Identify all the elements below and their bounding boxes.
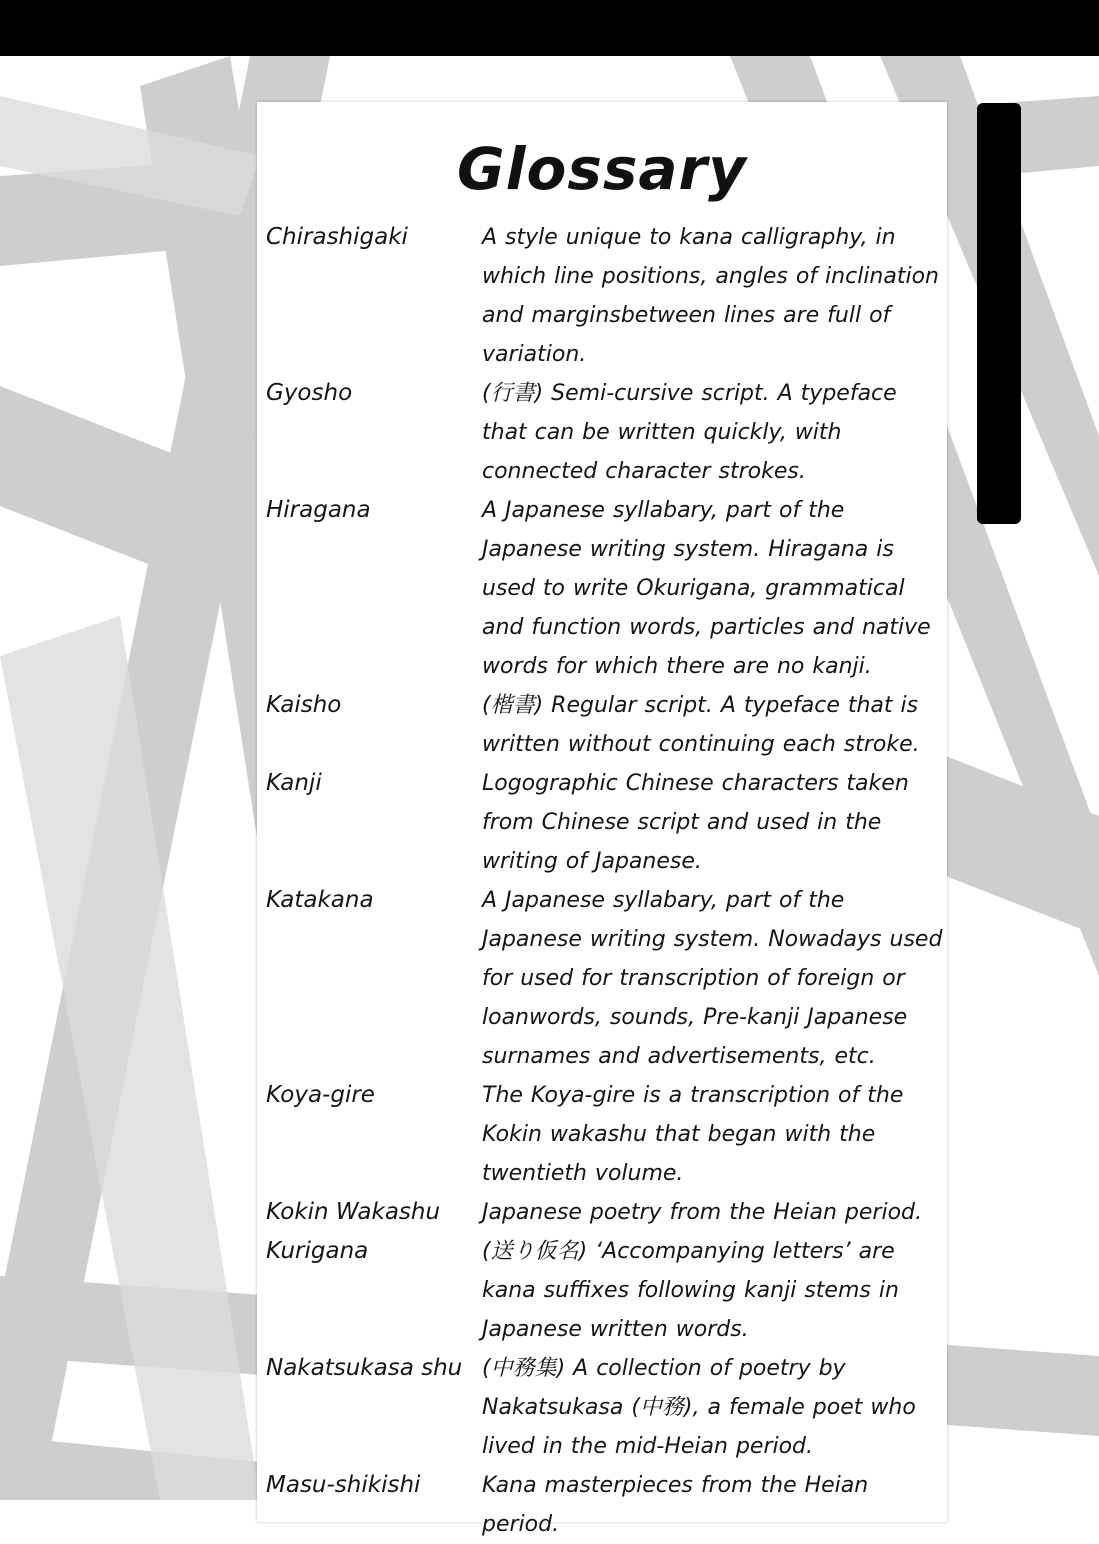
glossary-entry <box>266 1466 946 1544</box>
glossary-term: Nakatsukasa shu <box>266 1355 463 1381</box>
glossary-definition: The Koya-gire is a transcription of the Kokin wakashu that began with the twentieth volume. <box>482 1083 904 1186</box>
glossary-entry <box>266 881 946 1076</box>
glossary-term: Kanji <box>266 770 322 796</box>
glossary-entry <box>266 1349 946 1466</box>
glossary-definition: A style unique to kana calligraphy, in which line positions, angles of inclination and marginsbetween lines are full of variation. <box>482 225 939 367</box>
glossary-entry <box>266 764 946 881</box>
glossary-entry <box>266 491 946 686</box>
side-tab <box>977 103 1021 524</box>
glossary-term: Hiragana <box>266 497 371 523</box>
glossary-definition: A Japanese syllabary, part of the Japanese writing system. Hiragana is used to write Okurigana, grammatical and function words, particles and native words for which there are no kanji. <box>482 498 931 679</box>
glossary-definition: (行書) Semi-cursive script. A typeface that can be written quickly, with connected character strokes. <box>482 381 897 484</box>
glossary-term: Katakana <box>266 887 374 913</box>
glossary-definition: Kana masterpieces from the Heian period. <box>482 1473 869 1537</box>
page-title: Glossary <box>457 135 747 203</box>
glossary-definition: Logographic Chinese characters taken from Chinese script and used in the writing of Japanese. <box>482 771 909 874</box>
glossary-list <box>266 218 946 1544</box>
glossary-definition: A Japanese syllabary, part of the Japanese writing system. Nowadays used for used for transcription of foreign or loanwords, sounds, Pre-kanji Japanese surnames and advertisements, etc. <box>482 888 943 1069</box>
glossary-entry <box>266 1232 946 1349</box>
glossary-term: Chirashigaki <box>266 224 408 250</box>
glossary-entry <box>266 218 946 374</box>
glossary-term: Kurigana <box>266 1238 369 1264</box>
glossary-term: Koya-gire <box>266 1082 375 1108</box>
glossary-term: Masu-shikishi <box>266 1472 421 1498</box>
glossary-entry <box>266 374 946 491</box>
glossary-term: Gyosho <box>266 380 353 406</box>
glossary-definition: (楷書) Regular script. A typeface that is written without continuing each stroke. <box>482 693 920 757</box>
glossary-term: Kokin Wakashu <box>266 1199 441 1225</box>
glossary-entry <box>266 686 946 764</box>
top-bar <box>0 0 1099 56</box>
glossary-definition: (送り仮名) ‘Accompanying letters’ are kana suffixes following kanji stems in Japanese written words. <box>482 1239 899 1342</box>
glossary-entry <box>266 1193 946 1232</box>
glossary-entry <box>266 1076 946 1193</box>
glossary-definition: (中務集) A collection of poetry by Nakatsukasa (中務), a female poet who lived in the mid-Heian period. <box>482 1356 916 1459</box>
glossary-definition: Japanese poetry from the Heian period. <box>482 1200 922 1225</box>
glossary-term: Kaisho <box>266 692 342 718</box>
